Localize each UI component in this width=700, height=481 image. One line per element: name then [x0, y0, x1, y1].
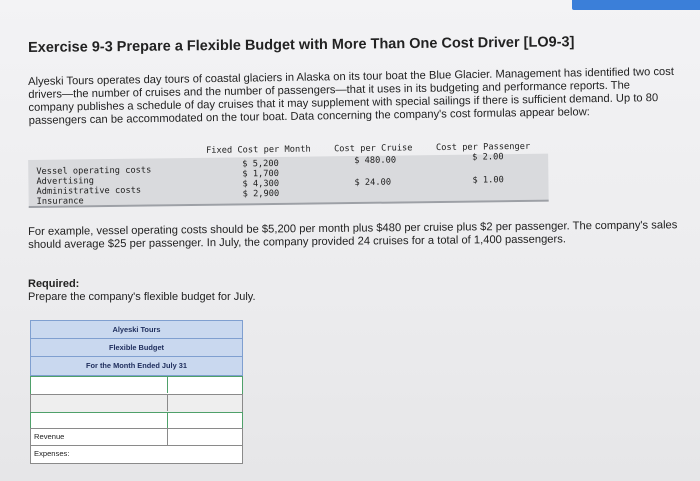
budget-row [30, 376, 243, 395]
header-cost-per-cruise: Cost per Cruise [333, 143, 413, 155]
budget-amount-input[interactable] [167, 412, 243, 429]
intro-paragraph: Alyeski Tours operates day tours of coastal glaciers in Alaska on its tour boat the Blue Glacier. Management has identified two cost drivers—the number of cruises and the number of passengers—that it uses in its budgeting and performance reports. The company publishes a schedule of day cruises that it may supplement with special sailings if there is sufficient demand. Up to 80 passengers can be accommodated on the tour boat. Data concerning the company's cost formulas appear below: [28, 65, 675, 127]
budget-title: Flexible Budget [108, 343, 165, 352]
cell-advertising-fixed: $ 1,700 [242, 168, 280, 180]
budget-amount-input[interactable] [167, 394, 243, 411]
budget-header-divider [31, 356, 242, 357]
cost-formula-table [28, 142, 549, 210]
row-label-administrative: Administrative costs [36, 185, 142, 197]
revenue-label: Revenue [34, 432, 65, 441]
budget-period: For the Month Ended July 31 [85, 361, 187, 370]
example-paragraph: For example, vessel operating costs should be $5,200 per month plus $480 per cruise plus $2 per passenger. The company's sales should average $25 per passenger. In July, the company provided 24 cruises for a total of 1,400 passengers. [28, 219, 678, 251]
cell-vessel-cruise: $ 480.00 [354, 155, 397, 167]
cell-vessel-fixed: $ 5,200 [242, 158, 279, 170]
row-label-insurance: Insurance [36, 196, 84, 207]
cost-table-body [28, 154, 549, 206]
row-label-vessel: Vessel operating costs [36, 165, 152, 177]
budget-row [30, 394, 243, 413]
header-cost-per-passenger: Cost per Passenger [435, 141, 531, 154]
cell-administrative-fixed: $ 4,300 [242, 178, 280, 190]
header-fixed-cost: Fixed Cost per Month [205, 144, 311, 156]
budget-row-expenses [30, 445, 243, 464]
cell-insurance-fixed: $ 2,900 [242, 188, 280, 200]
row-label-advertising: Advertising [36, 176, 95, 187]
revenue-amount-input[interactable] [167, 428, 243, 445]
required-heading: Required: [28, 278, 80, 290]
cell-vessel-passenger: $ 2.00 [472, 152, 504, 163]
required-text: Prepare the company's flexible budget for July. [28, 291, 256, 303]
budget-amount-input[interactable] [167, 376, 243, 393]
flexible-budget-worksheet [30, 320, 243, 460]
budget-header [30, 320, 243, 376]
cell-administrative-passenger: $ 1.00 [472, 175, 504, 186]
required-section [28, 278, 428, 304]
top-bar-button[interactable] [572, 0, 700, 10]
exercise-title: Exercise 9-3 Prepare a Flexible Budget with More Than One Cost Driver [LO9-3] [28, 34, 575, 56]
cell-administrative-cruise: $ 24.00 [354, 177, 392, 189]
expenses-label: Expenses: [34, 449, 70, 458]
budget-company-name: Alyeski Tours [112, 325, 161, 334]
budget-header-divider [31, 338, 242, 339]
